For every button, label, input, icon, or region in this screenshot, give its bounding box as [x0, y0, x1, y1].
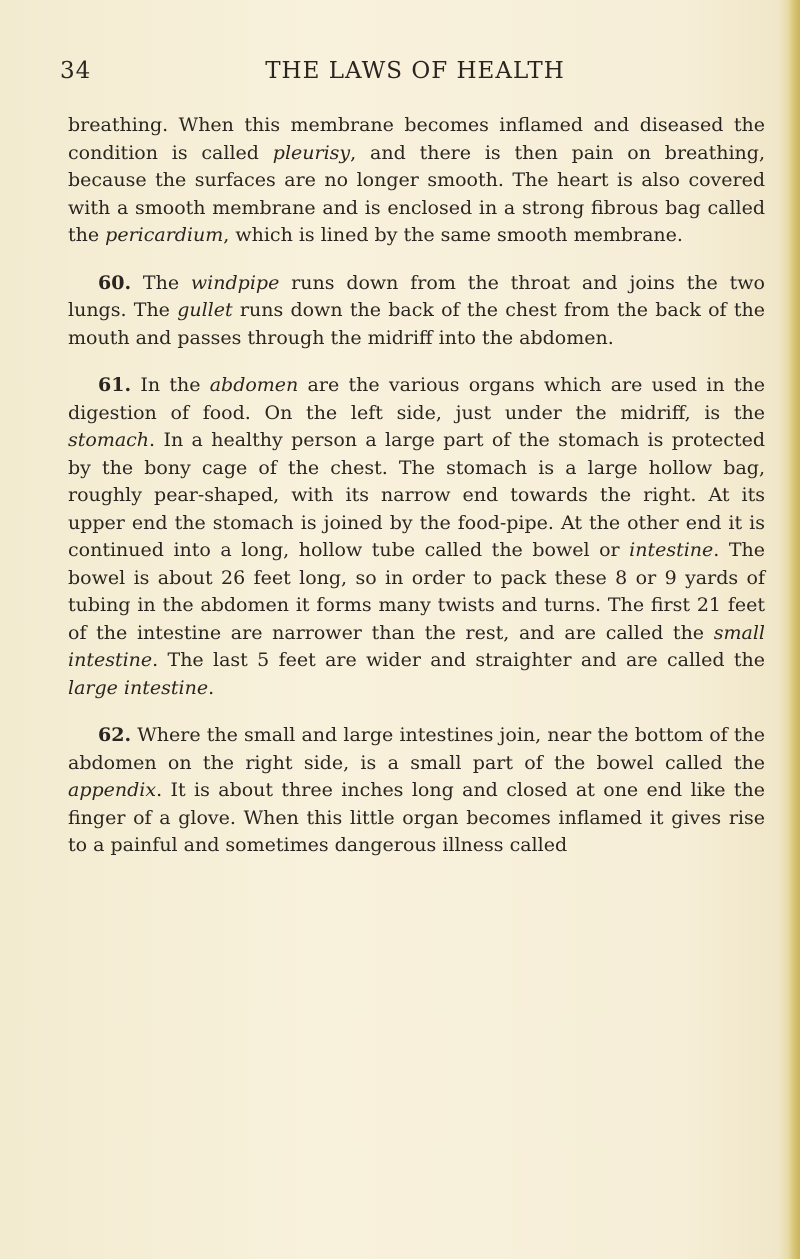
text-run: . — [208, 676, 215, 699]
italic-term: windpipe — [190, 271, 280, 294]
italic-term: stomach — [68, 429, 150, 451]
page-edge — [778, 0, 800, 1259]
section-number: 61. — [98, 374, 132, 396]
italic-term: pleurisy — [272, 141, 351, 164]
paragraph-62 — [68, 722, 765, 860]
page-header — [60, 58, 770, 94]
text-run: . The bowel is about 26 feet long, so in order to pack these 8 or 9 yards of tubing in the abdomen it forms many twists and turns. The first 21 feet of the intestine are narrower than the rest, and are called the — [68, 539, 765, 644]
italic-term: intestine — [629, 539, 714, 561]
text-run: , which is lined by the same smooth membrane. — [223, 224, 683, 246]
text-run: , and there is then pain on breathing, because the surfaces are no longer smooth. The heart is also covered with a smooth membrane and is enclosed in a strong fibrous bag called the — [68, 141, 765, 246]
page-number: 34 — [60, 58, 92, 84]
body-text — [68, 112, 765, 880]
text-run: The — [131, 271, 191, 294]
section-number: 62. — [98, 724, 132, 746]
italic-term: large intestine — [68, 676, 209, 699]
text-run: In the — [131, 374, 210, 396]
text-run: runs down from the throat and joins the two lungs. The — [68, 271, 765, 321]
italic-term: gullet — [177, 299, 233, 321]
italic-term: appendix — [68, 779, 157, 801]
paragraph-continuation — [68, 112, 765, 250]
paragraph-61 — [68, 372, 765, 702]
italic-term: pericardium — [105, 224, 224, 246]
italic-term: small intestine — [68, 621, 765, 671]
text-run: runs down the back of the chest from the back of the mouth and passes through the midriff into the abdomen. — [68, 299, 765, 349]
running-title: THE LAWS OF HEALTH — [265, 58, 565, 84]
text-run: . The last 5 feet are wider and straighter and are called the — [152, 649, 765, 671]
text-run: . In a healthy person a large part of the stomach is protected by the bony cage of the chest. The stomach is a large hollow bag, roughly pear-shaped, with its narrow end towards the right. At its upper end the stomach is joined by the food-pipe. At the other end it is continued into a long, hollow tube called the bowel or — [68, 429, 765, 561]
paragraph-60 — [68, 270, 765, 353]
italic-term: abdomen — [209, 374, 299, 396]
text-run: breathing. When this membrane becomes inflamed and diseased the condition is called — [68, 114, 765, 164]
section-number: 60. — [98, 271, 132, 294]
text-run: . It is about three inches long and closed at one end like the finger of a glove. When this little organ becomes inflamed it gives rise to a painful and sometimes dangerous illness called — [68, 779, 765, 856]
text-run: Where the small and large intestines join, near the bottom of the abdomen on the right side, is a small part of the bowel called the — [68, 724, 765, 774]
text-run: are the various organs which are used in the digestion of food. On the left side, just under the midriff, is the — [68, 374, 765, 424]
